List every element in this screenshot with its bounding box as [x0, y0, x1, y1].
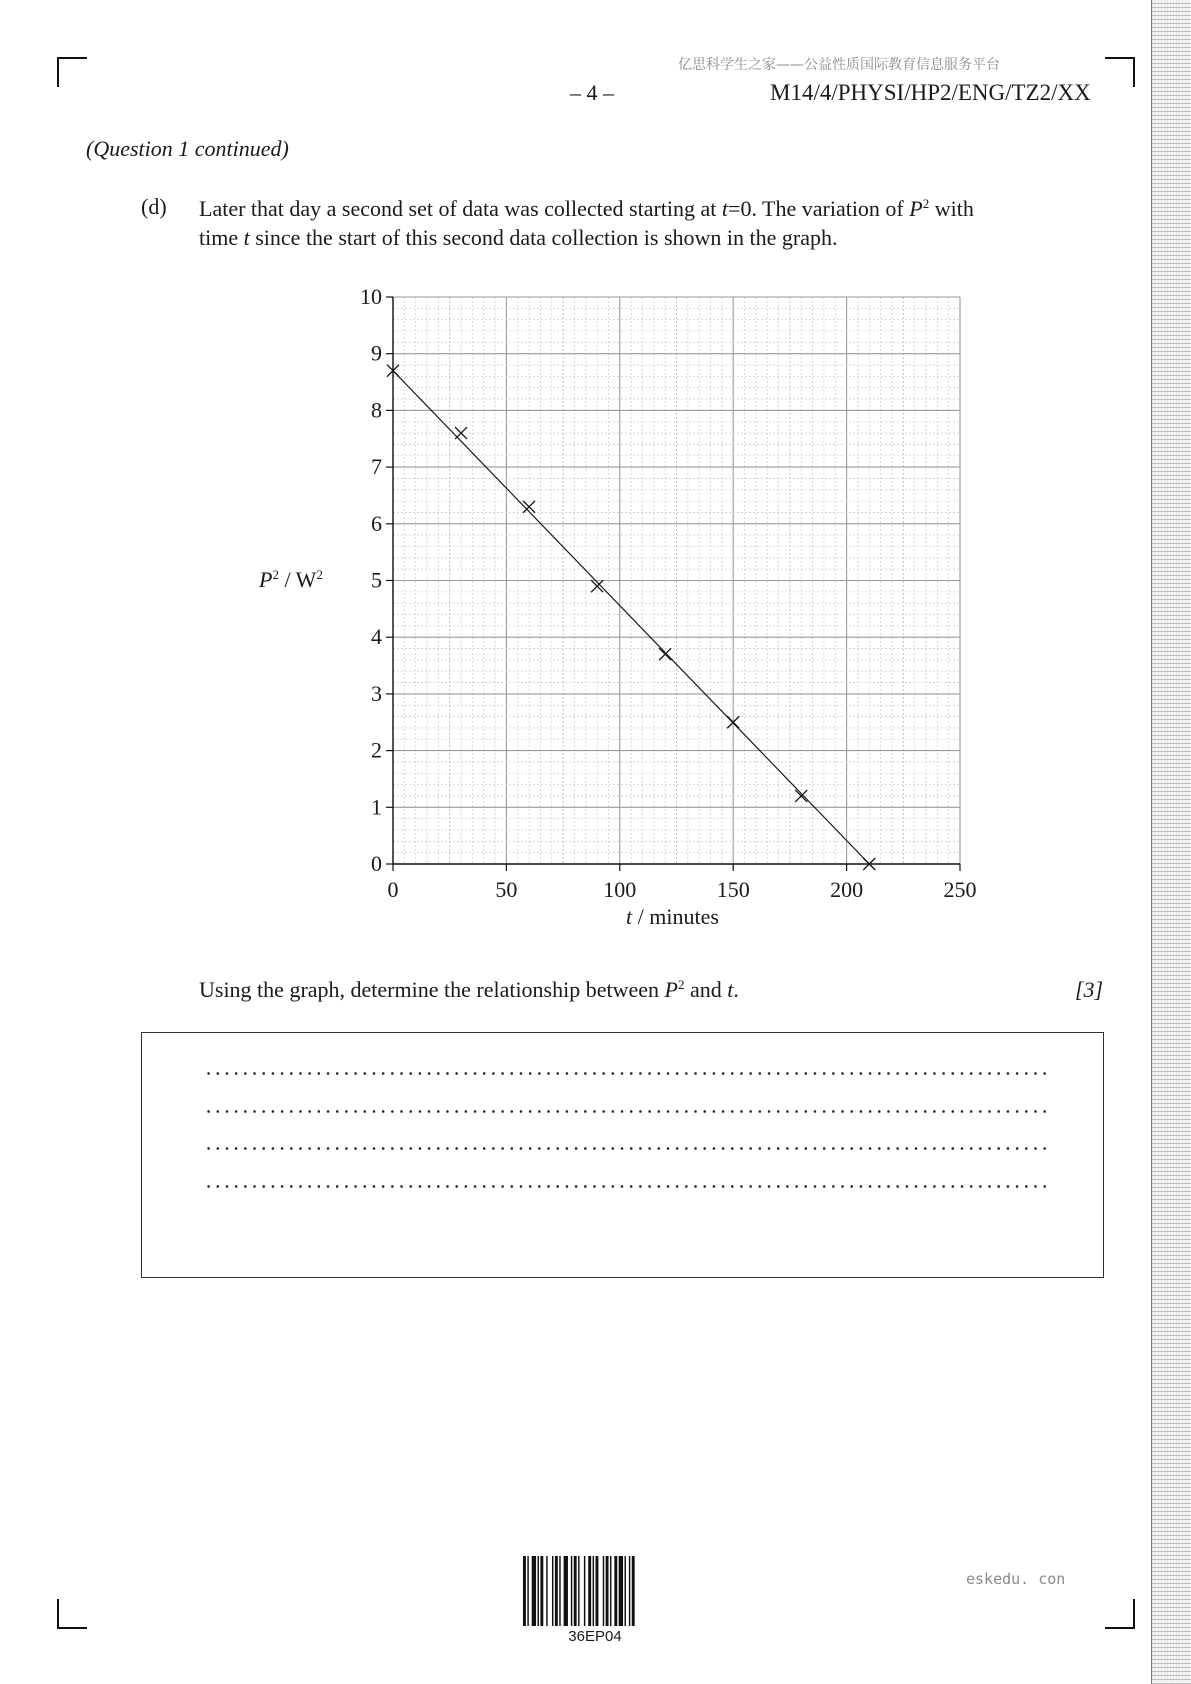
x-tick-labels [388, 877, 977, 902]
paper-code: M14/4/PHYSI/HP2/ENG/TZ2/XX [770, 80, 1091, 105]
answer-line-4[interactable] [204, 1185, 1047, 1188]
y-tick-label: 7 [371, 454, 382, 480]
page-number: – 4 – [570, 80, 614, 105]
x-tick-label: 0 [387, 877, 399, 902]
y-tick-label: 6 [371, 510, 382, 536]
y-tick-label: 2 [371, 737, 382, 763]
crop-mark-bottom-right [1105, 1599, 1135, 1629]
x-tick-label: 200 [830, 877, 864, 902]
barcode-text: 36EP04 [568, 1628, 622, 1645]
barcode [523, 1556, 668, 1626]
x-tick-label: 250 [943, 877, 977, 902]
header-watermark: 亿思科学生之家——公益性质国际教育信息服务平台 [678, 57, 1000, 73]
question-prompt: Using the graph, determine the relationship between $P^2$ and t. [199, 977, 739, 1002]
y-tick-label: 10 [360, 284, 382, 309]
question-line-1: Later that day a second set of data was collected starting at t=0. The variation of $P^2$ with [199, 196, 974, 221]
answer-line-3[interactable] [204, 1147, 1047, 1150]
y-tick-label: 0 [371, 851, 382, 876]
y-tick-label: 5 [371, 567, 382, 593]
footer-watermark: eskedu. con [966, 1570, 1066, 1588]
marks-allocation: [3] [1075, 977, 1104, 1002]
question-continued: (Question 1 continued) [86, 136, 289, 161]
x-axis-label: t / minutes [626, 904, 719, 929]
graph-grid [393, 297, 960, 864]
y-tick-label: 4 [371, 624, 382, 650]
part-label: (d) [141, 194, 167, 219]
answer-box[interactable] [141, 1032, 1104, 1278]
y-tick-label: 1 [371, 794, 382, 820]
x-tick-label: 50 [495, 877, 518, 902]
answer-line-1[interactable] [204, 1072, 1047, 1075]
page-edge-strip [1151, 0, 1191, 1684]
y-tick-label: 8 [371, 397, 382, 423]
y-tick-label: 9 [371, 340, 382, 366]
y-tick-label: 3 [371, 680, 382, 706]
y-axis-label: $P^2 / W^2$ [259, 567, 323, 592]
y-tick-labels [360, 284, 382, 876]
question-line-2: time t since the start of this second data collection is shown in the graph. [199, 225, 838, 250]
x-tick-label: 100 [603, 877, 637, 902]
answer-line-2[interactable] [204, 1110, 1047, 1113]
crop-mark-bottom-left [57, 1599, 87, 1629]
x-tick-label: 150 [716, 877, 750, 902]
